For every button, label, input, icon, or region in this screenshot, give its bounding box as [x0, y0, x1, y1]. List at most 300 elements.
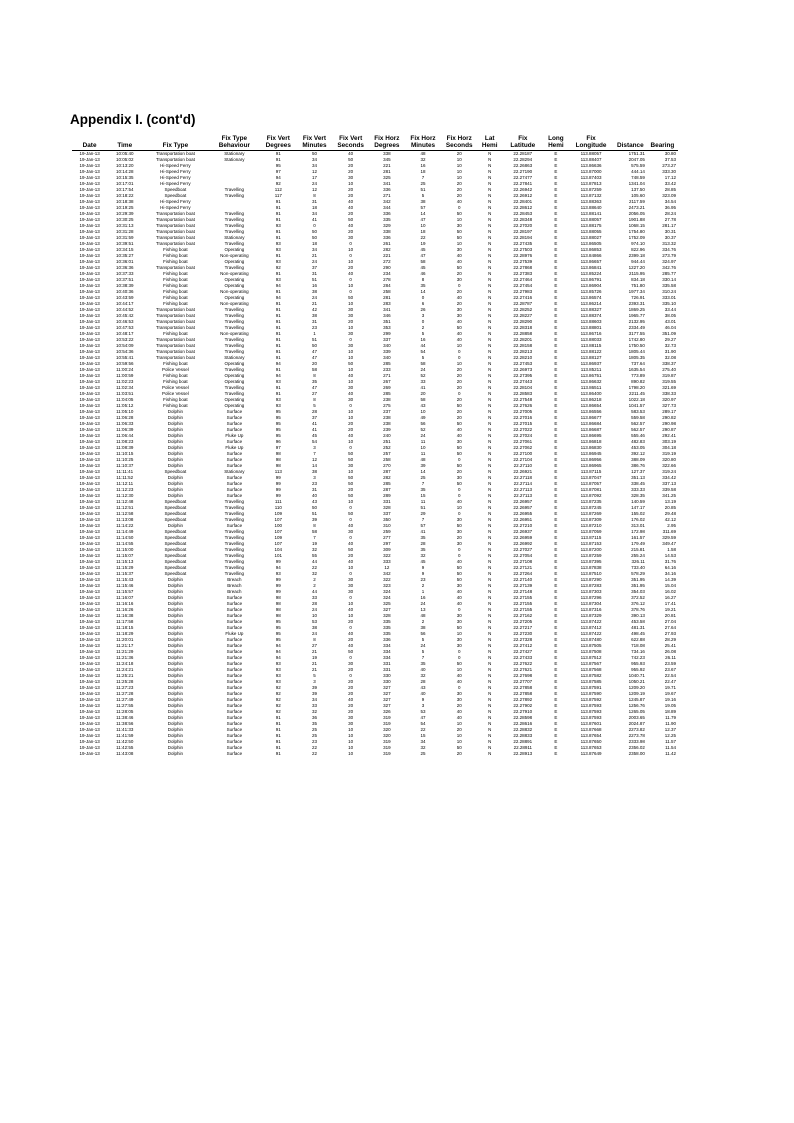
table-cell: 22.28227: [513, 313, 533, 319]
table-cell: 113.86400: [580, 391, 602, 397]
table-cell: Operating: [224, 361, 245, 367]
table-cell: N: [488, 199, 492, 205]
table-cell: 10: [456, 343, 462, 349]
table-cell: 18: [311, 241, 317, 247]
table-cell: 22.26942: [513, 187, 533, 193]
table-cell: 285.77: [662, 271, 676, 277]
table-cell: 38: [420, 625, 426, 631]
table-cell: 19-Jan-13: [79, 397, 100, 403]
table-cell: 1977.34: [628, 289, 645, 295]
table-cell: 40: [456, 259, 462, 265]
table-cell: E: [554, 457, 558, 463]
table-cell: 18.89: [664, 709, 676, 715]
table-cell: 50: [456, 463, 462, 469]
table-cell: 32: [420, 157, 426, 163]
table-cell: 10:44:17: [115, 301, 134, 307]
table-cell: 40: [348, 433, 354, 439]
table-cell: Dolphin: [167, 409, 184, 415]
table-cell: 742.23: [631, 655, 645, 661]
table-cell: N: [488, 205, 492, 211]
table-cell: 0: [349, 673, 352, 679]
table-cell: 3177.55: [628, 331, 645, 337]
table-cell: 50: [456, 403, 462, 409]
table-cell: N: [488, 637, 492, 643]
table-cell: E: [554, 391, 558, 397]
table-cell: 13.19: [664, 499, 676, 505]
table-cell: 22.27858: [513, 685, 533, 691]
column-header: Fix Latitude: [510, 135, 536, 149]
table-cell: 46.04: [664, 325, 676, 331]
table-cell: 40: [456, 559, 462, 565]
table-cell: 30: [456, 223, 462, 229]
table-cell: Dolphin: [167, 649, 184, 655]
table-cell: 10: [456, 667, 462, 673]
table-cell: 338: [369, 151, 405, 158]
table-cell: 11:21:36: [116, 655, 134, 661]
table-cell: 11:04:05: [116, 397, 134, 403]
table-cell: 91: [275, 229, 281, 235]
table-cell: 3: [313, 445, 316, 451]
table-cell: 50: [348, 511, 354, 517]
table-cell: 91: [275, 385, 281, 391]
table-cell: 8: [313, 637, 316, 643]
table-cell: 30: [348, 313, 354, 319]
table-cell: Surface: [226, 673, 243, 679]
table-cell: E: [554, 733, 558, 739]
table-cell: 10: [311, 613, 317, 619]
table-cell: 19-Jan-13: [79, 301, 100, 307]
table-cell: Fishing boat: [163, 331, 188, 337]
table-cell: 30: [456, 697, 462, 703]
table-cell: E: [554, 367, 558, 373]
table-cell: 290: [383, 265, 391, 271]
table-cell: Travelling: [224, 541, 244, 547]
table-cell: 26.08: [664, 649, 676, 655]
table-cell: 30: [456, 247, 462, 253]
table-cell: N: [488, 709, 492, 715]
table-cell: 388.09: [631, 457, 645, 463]
table-cell: 30: [348, 463, 354, 469]
table-cell: 50: [348, 475, 354, 481]
table-cell: 20: [348, 211, 354, 217]
table-cell: 10:54:36: [115, 349, 134, 355]
table-cell: 30: [456, 643, 462, 649]
table-cell: E: [554, 181, 558, 187]
table-cell: 2: [421, 619, 425, 625]
table-cell: 43.01: [664, 319, 676, 325]
table-cell: 622.88: [631, 637, 645, 643]
table-cell: 10:14:28: [115, 169, 134, 175]
table-cell: 113.87422: [580, 619, 602, 625]
column-header: Fix Type Behaviour: [218, 135, 250, 149]
table-cell: 10:30:25: [115, 217, 134, 223]
table-cell: 147.17: [631, 505, 645, 511]
table-cell: 10:45:42: [115, 313, 134, 319]
table-cell: 22.28294: [513, 157, 533, 163]
table-cell: 16.02: [664, 589, 676, 595]
table-cell: 19-Jan-13: [79, 343, 100, 349]
table-cell: 99: [275, 583, 281, 589]
table-cell: 18: [420, 169, 426, 175]
table-cell: 19-Jan-13: [79, 571, 100, 577]
table-cell: Fishing boat: [163, 301, 188, 307]
table-cell: 12: [311, 457, 317, 463]
table-cell: E: [554, 703, 558, 709]
table-cell: 50: [311, 505, 317, 511]
table-cell: 20: [348, 193, 354, 199]
table-cell: 11:15:57: [116, 589, 134, 595]
table-cell: E: [554, 643, 558, 649]
table-cell: 285: [383, 481, 391, 487]
table-cell: 13: [420, 607, 426, 613]
table-cell: 319.24: [662, 469, 676, 475]
table-cell: E: [554, 355, 558, 361]
table-cell: 28.29: [664, 637, 676, 643]
table-cell: 22.28252: [513, 307, 533, 313]
table-cell: 34.16: [664, 571, 676, 577]
table-cell: 22.26863: [513, 163, 533, 169]
table-cell: 25: [311, 727, 317, 733]
table-cell: 19-Jan-13: [79, 481, 100, 487]
table-cell: 22.27005: [513, 409, 533, 415]
table-cell: Travelling: [224, 571, 244, 577]
table-cell: 583.53: [631, 409, 645, 415]
table-cell: 331: [383, 667, 391, 673]
table-cell: 93: [275, 403, 281, 409]
table-cell: 39: [311, 517, 317, 523]
table-cell: Surface: [226, 487, 243, 493]
table-cell: 275: [383, 403, 391, 409]
table-cell: 15: [420, 733, 426, 739]
table-cell: 0: [349, 337, 352, 343]
table-cell: Dolphin: [167, 595, 184, 601]
table-cell: 113.86511: [580, 385, 602, 391]
table-cell: 20: [456, 409, 462, 415]
table-cell: 20: [456, 181, 462, 187]
table-cell: 16: [420, 595, 426, 601]
table-cell: 11:38:56: [116, 721, 134, 727]
table-cell: 334: [383, 655, 391, 661]
table-cell: N: [488, 481, 492, 487]
table-cell: 19-Jan-13: [79, 715, 100, 721]
table-cell: 22.27622: [513, 661, 533, 667]
table-cell: 19-Jan-13: [79, 607, 100, 613]
table-cell: E: [554, 601, 558, 607]
table-cell: E: [554, 421, 558, 427]
table-cell: 11:06:44: [116, 433, 134, 439]
table-cell: 94: [275, 565, 281, 571]
table-cell: 14: [420, 211, 426, 217]
table-cell: 10: [348, 367, 354, 373]
table-cell: 113.87235: [580, 499, 602, 505]
table-cell: 91: [275, 367, 281, 373]
table-cell: Stationary: [224, 469, 245, 475]
table-cell: 93: [275, 679, 281, 685]
table-cell: N: [488, 583, 492, 589]
table-cell: 42: [311, 307, 317, 313]
table-cell: 22.27020: [513, 223, 533, 229]
table-cell: E: [554, 613, 558, 619]
table-cell: 19-Jan-13: [79, 733, 100, 739]
table-cell: 19-Jan-13: [79, 391, 100, 397]
table-cell: 10:31:28: [115, 229, 134, 235]
table-cell: 113.87153: [580, 541, 602, 547]
table-cell: 113.86937: [580, 361, 602, 367]
table-cell: Fishing boat: [163, 373, 188, 379]
table-cell: 22.27155: [513, 607, 533, 613]
table-cell: 944.44: [631, 259, 645, 265]
table-cell: 20: [456, 751, 462, 757]
table-cell: 24: [311, 181, 317, 187]
table-cell: 113.87480: [580, 637, 602, 643]
table-cell: 101: [274, 553, 283, 559]
table-cell: 498.45: [631, 631, 645, 637]
table-cell: 0: [349, 403, 352, 409]
table-cell: Surface: [226, 463, 243, 469]
table-cell: Surface: [226, 451, 243, 457]
table-cell: 277: [383, 535, 391, 541]
table-cell: 27.64: [664, 625, 676, 631]
table-cell: 5: [421, 355, 425, 361]
table-cell: 47: [420, 715, 426, 721]
table-cell: 94: [275, 283, 281, 289]
table-cell: N: [488, 439, 492, 445]
table-cell: Travelling: [224, 313, 244, 319]
table-cell: Transportation boat: [155, 355, 195, 361]
table-cell: 324: [383, 589, 391, 595]
table-cell: 10:48:17: [115, 331, 134, 337]
table-cell: 890.82: [631, 379, 645, 385]
table-cell: 28.24: [664, 211, 676, 217]
table-cell: 19.67: [664, 691, 676, 697]
table-cell: 30.80: [647, 151, 678, 158]
table-cell: 444.14: [631, 169, 645, 175]
table-cell: 19-Jan-13: [79, 241, 100, 247]
table-cell: 349.47: [662, 541, 676, 547]
table-cell: 19.21: [664, 607, 676, 613]
table-cell: 113.88407: [580, 157, 602, 163]
table-cell: 1.58: [667, 547, 676, 553]
table-cell: 19-Jan-13: [79, 319, 100, 325]
table-cell: N: [488, 421, 492, 427]
column-header: Fix Type: [162, 141, 189, 149]
table-cell: Travelling: [224, 385, 244, 391]
table-cell: 92: [275, 709, 281, 715]
table-cell: 22.28158: [513, 343, 533, 349]
table-cell: 31: [311, 487, 317, 493]
table-cell: 11.90: [665, 721, 676, 727]
table-cell: 10: [348, 301, 354, 307]
table-cell: 19-Jan-13: [79, 565, 100, 571]
table-cell: E: [554, 673, 558, 679]
table-cell: 11:10:15: [116, 451, 134, 457]
table-cell: 19-Jan-13: [79, 637, 100, 643]
table-cell: 99: [275, 493, 281, 499]
table-cell: 113.87591: [580, 685, 602, 691]
table-cell: Travelling: [224, 241, 244, 247]
table-cell: 30: [456, 583, 462, 589]
table-cell: Speedboat: [164, 559, 187, 565]
table-cell: Stationary: [208, 151, 260, 158]
table-cell: 282: [383, 475, 391, 481]
table-cell: 555.46: [631, 433, 645, 439]
table-cell: N: [488, 547, 492, 553]
table-cell: 53: [311, 619, 317, 625]
table-cell: 91: [275, 727, 281, 733]
table-cell: 50: [456, 577, 462, 583]
table-cell: Operating: [224, 397, 245, 403]
table-cell: Surface: [226, 649, 243, 655]
table-cell: 50: [456, 325, 462, 331]
table-cell: 22.27100: [513, 451, 533, 457]
table-cell: 22.28194: [513, 235, 533, 241]
table-cell: 30: [348, 307, 354, 313]
table-cell: 19-Jan-13: [79, 661, 100, 667]
table-cell: Dolphin: [167, 619, 184, 625]
table-cell: Dolphin: [167, 637, 184, 643]
table-cell: Transportation boat: [155, 265, 195, 271]
table-cell: 327: [383, 697, 391, 703]
table-cell: 113.88141: [580, 211, 602, 217]
table-cell: 0: [349, 445, 352, 451]
table-cell: 22.28210: [513, 355, 533, 361]
table-cell: 19-Jan-13: [79, 619, 100, 625]
table-cell: Surface: [226, 439, 243, 445]
table-cell: Surface: [226, 523, 243, 529]
table-cell: N: [488, 487, 492, 493]
table-cell: 91: [275, 325, 281, 331]
table-cell: Dolphin: [167, 589, 184, 595]
table-cell: E: [554, 685, 558, 691]
table-cell: 113.88057: [568, 151, 614, 158]
table-cell: 29: [420, 511, 426, 517]
table-cell: 19-Jan-13: [79, 535, 100, 541]
table-cell: 95: [275, 421, 281, 427]
table-cell: Dolphin: [167, 433, 184, 439]
table-cell: 20: [348, 229, 354, 235]
table-cell: Travelling: [224, 529, 244, 535]
table-cell: 22.27707: [513, 679, 533, 685]
table-cell: 113.86677: [580, 415, 602, 421]
table-cell: 31: [311, 319, 317, 325]
table-cell: 19-Jan-13: [79, 265, 100, 271]
table-cell: 10:36:36: [115, 265, 134, 271]
table-cell: 22.27264: [513, 571, 533, 577]
table-cell: 339: [383, 349, 391, 355]
table-cell: 319.87: [662, 373, 676, 379]
table-cell: Dolphin: [167, 421, 184, 427]
table-cell: 54: [311, 439, 317, 445]
table-cell: E: [554, 247, 558, 253]
table-cell: 10: [348, 727, 354, 733]
table-cell: 9: [421, 571, 425, 577]
table-cell: 19-Jan-13: [79, 697, 100, 703]
table-cell: 20: [456, 397, 462, 403]
table-cell: 10:18:22: [115, 193, 134, 199]
table-cell: N: [488, 193, 492, 199]
table-cell: 1901.88: [628, 217, 645, 223]
table-cell: N: [488, 523, 492, 529]
table-cell: 19-Jan-13: [79, 631, 100, 637]
table-cell: 10: [348, 733, 354, 739]
table-cell: N: [488, 499, 492, 505]
table-cell: 11:16:07: [116, 595, 134, 601]
table-cell: 11:12:48: [116, 499, 134, 505]
table-cell: 19-Jan-13: [79, 673, 100, 679]
table-cell: 98: [275, 595, 281, 601]
table-cell: 95: [275, 619, 281, 625]
table-cell: Dolphin: [167, 655, 184, 661]
table-cell: 24: [311, 631, 317, 637]
table-cell: 64.16: [664, 565, 676, 571]
table-cell: 11:25:28: [116, 679, 134, 685]
table-cell: 327: [383, 685, 391, 691]
table-cell: 10:05:02: [115, 157, 134, 163]
table-cell: 127.37: [631, 469, 645, 475]
table-cell: E: [554, 307, 558, 313]
table-cell: 37.53: [664, 157, 676, 163]
table-cell: Dolphin: [167, 427, 184, 433]
table-cell: 320: [383, 733, 391, 739]
table-cell: Stationary: [224, 157, 245, 163]
table-cell: N: [488, 325, 492, 331]
table-cell: 319: [383, 721, 391, 727]
table-cell: 98: [275, 457, 281, 463]
table-cell: E: [554, 313, 558, 319]
table-cell: 47: [311, 349, 317, 355]
table-cell: 25: [311, 733, 317, 739]
table-cell: Dolphin: [167, 745, 184, 751]
table-cell: 32.08: [664, 355, 676, 361]
table-cell: E: [554, 295, 558, 301]
column-header: Fix Horz Seconds: [445, 135, 473, 149]
table-cell: Hi-Speed Ferry: [160, 205, 191, 211]
table-cell: 40: [348, 271, 354, 277]
table-cell: 0: [313, 223, 316, 229]
table-cell: E: [554, 349, 558, 355]
table-cell: 179.49: [631, 541, 645, 547]
table-cell: 113.87245: [580, 505, 602, 511]
table-cell: 834.18: [631, 277, 645, 283]
table-cell: 20: [456, 727, 462, 733]
table-cell: N: [488, 619, 492, 625]
table-cell: 40: [420, 667, 426, 673]
table-cell: 11:02:23: [116, 379, 134, 385]
table-cell: 50: [348, 217, 354, 223]
table-cell: 1742.80: [628, 337, 645, 343]
table-cell: Surface: [226, 655, 243, 661]
table-cell: Operating: [224, 403, 245, 409]
table-cell: Fishing boat: [163, 247, 188, 253]
table-cell: 48: [420, 457, 426, 463]
table-cell: 40: [348, 559, 354, 565]
table-cell: 10:34:15: [115, 247, 134, 253]
table-cell: 30: [348, 331, 354, 337]
table-cell: 0: [457, 493, 461, 499]
table-cell: 19-Jan-13: [79, 373, 100, 379]
table-cell: 453.05: [631, 445, 645, 451]
table-cell: Surface: [226, 745, 243, 751]
table-cell: 113.88363: [580, 199, 602, 205]
table-cell: 38: [311, 289, 317, 295]
table-cell: N: [488, 655, 492, 661]
table-cell: 19-Jan-13: [79, 679, 100, 685]
table-cell: 94: [275, 643, 281, 649]
table-cell: 96: [275, 439, 281, 445]
table-cell: 341.25: [662, 493, 676, 499]
table-cell: 48: [405, 151, 441, 158]
table-cell: N: [488, 745, 492, 751]
